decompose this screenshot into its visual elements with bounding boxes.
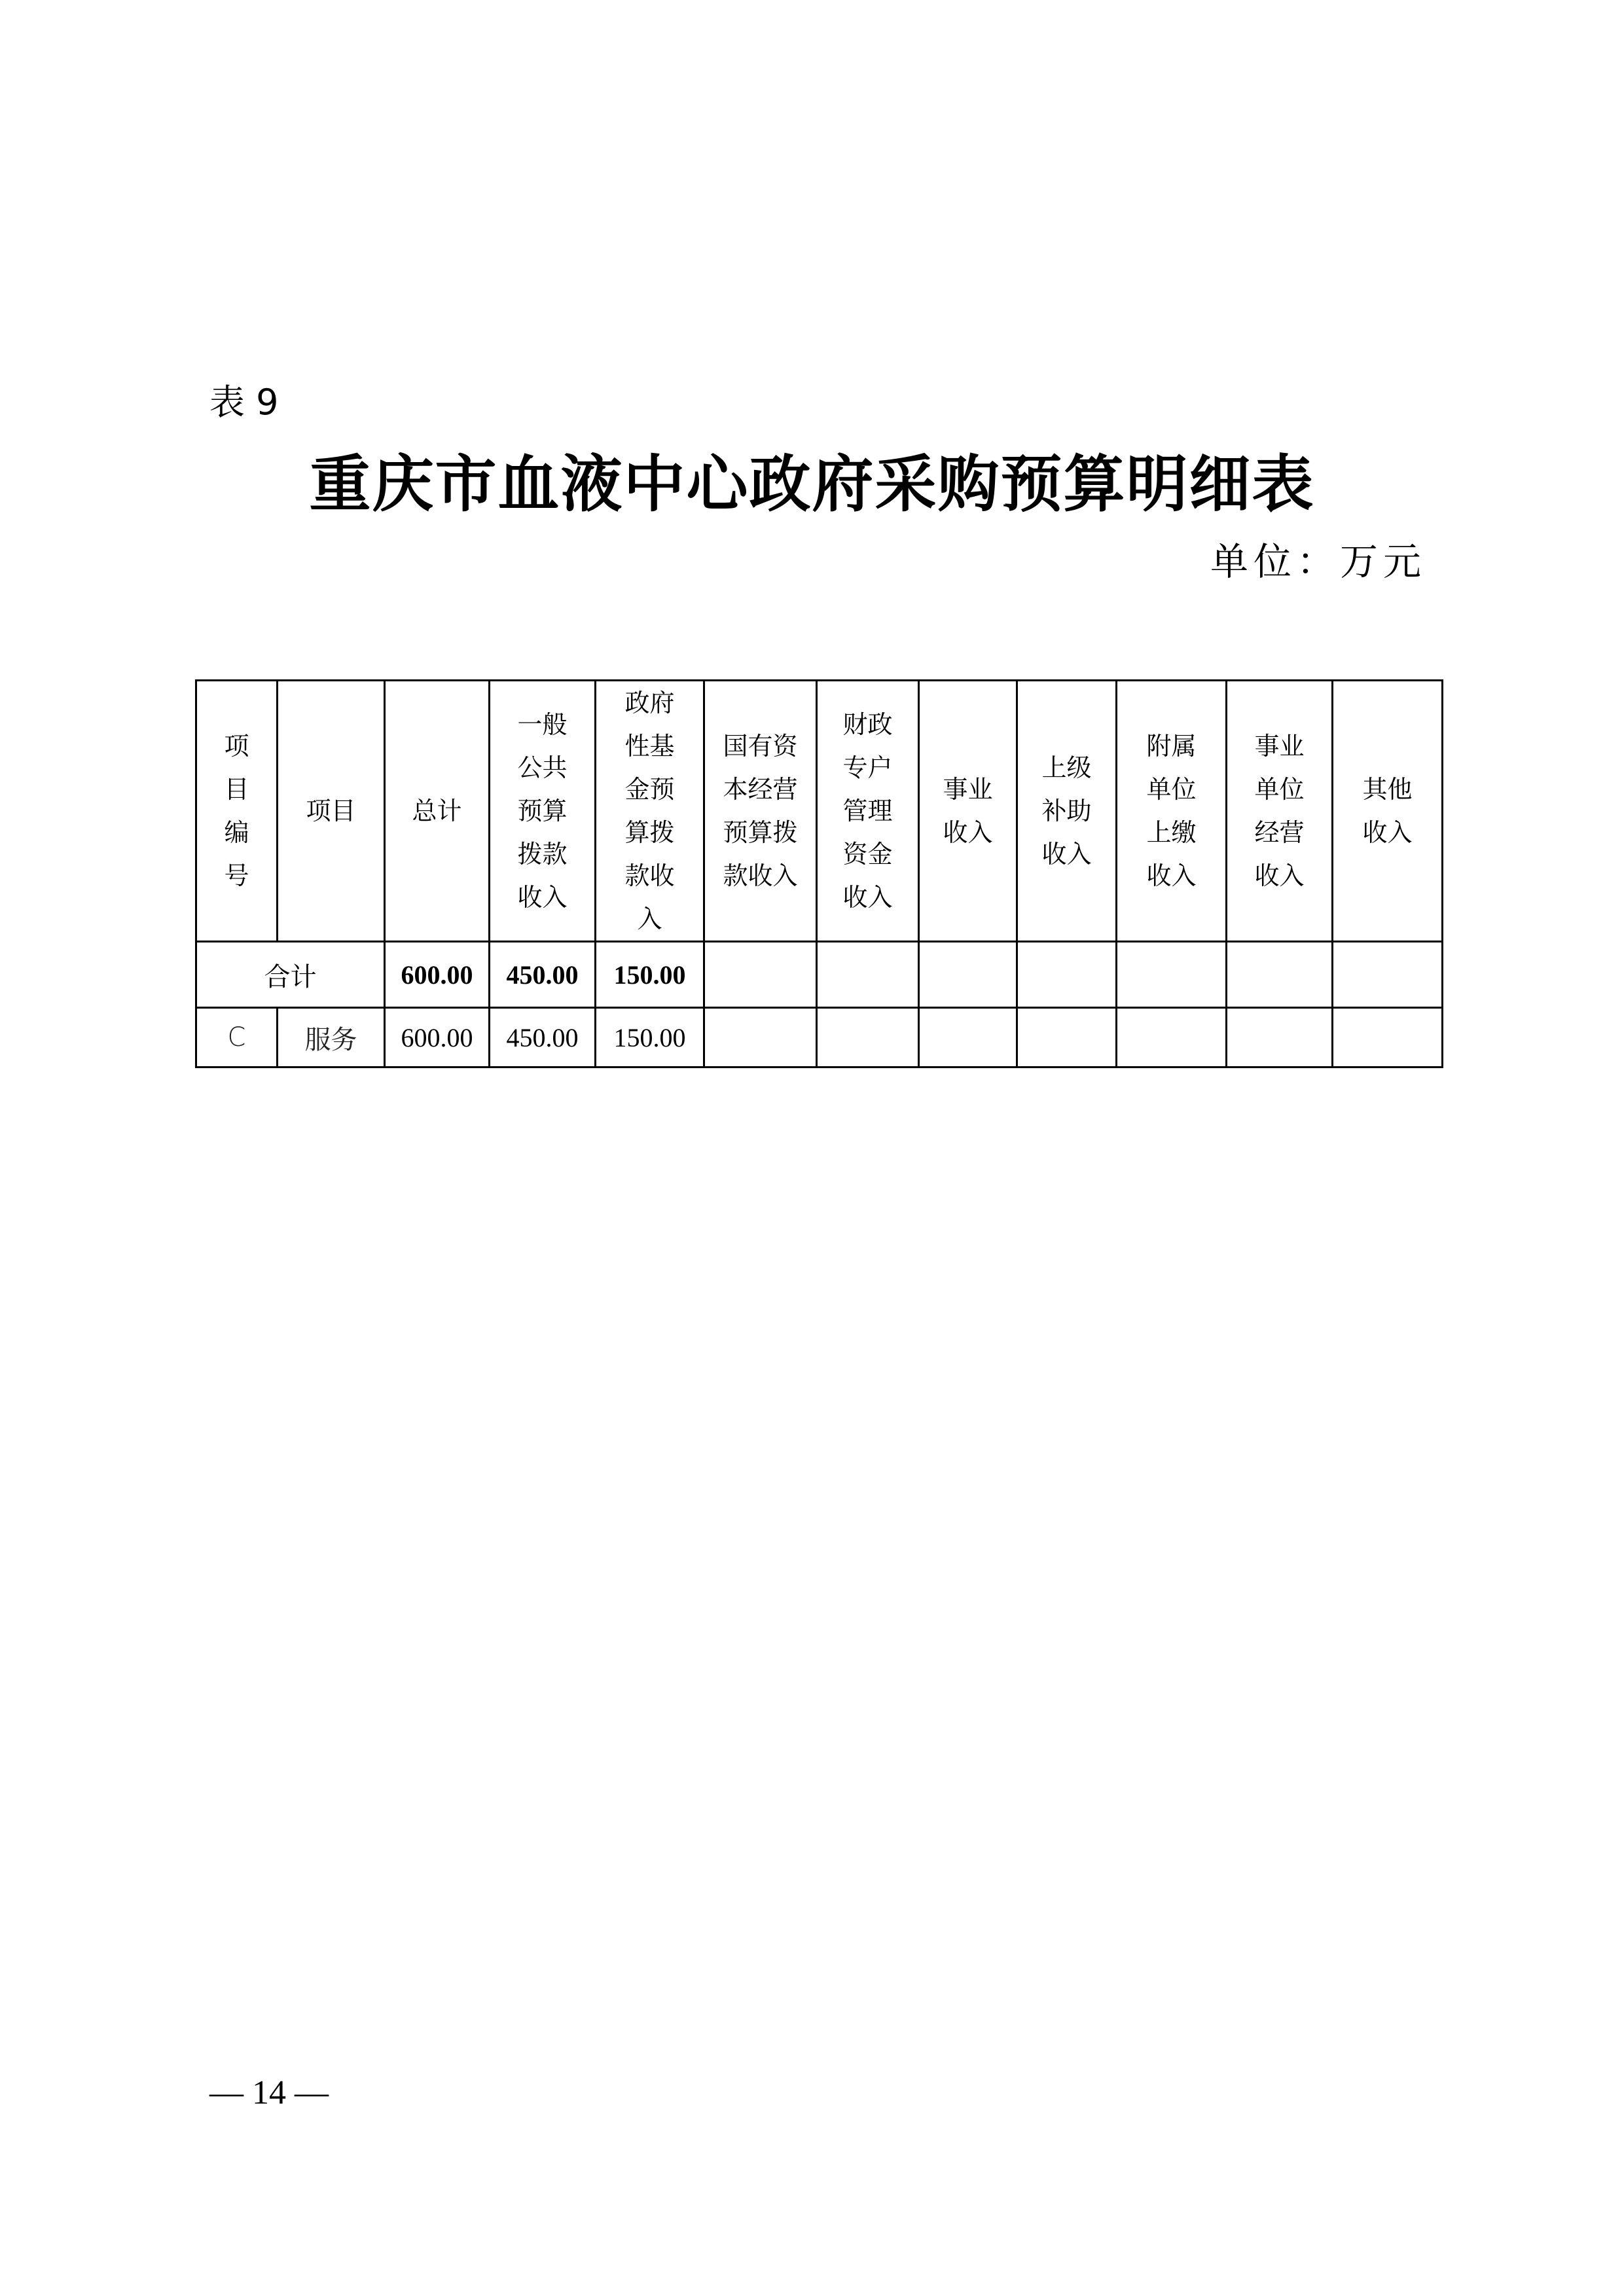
unit-label: 单位：万元	[1210, 539, 1426, 584]
col-header-gov-fund: 政府 性基 金预 算拨 款收 入	[596, 681, 704, 942]
col-header-superior-subsidy: 上级 补助 收入	[1017, 681, 1117, 942]
col-header-special-account: 财政 专户 管理 资金 收入	[817, 681, 919, 942]
total-cell-other-income	[1333, 942, 1443, 1008]
col-header-total: 总计	[385, 681, 490, 942]
table-row	[196, 1008, 1443, 1067]
total-cell-general-budget: 450.00	[490, 942, 596, 1008]
total-row	[196, 942, 1443, 1008]
total-label: 合计	[196, 942, 385, 1008]
col-header-business-income: 事业 收入	[919, 681, 1017, 942]
cell-total: 600.00	[385, 1008, 490, 1067]
cell-business-income	[919, 1008, 1017, 1067]
header-row	[196, 681, 1443, 942]
total-cell-state-capital	[704, 942, 817, 1008]
table-number: 表 9	[209, 382, 279, 423]
total-cell-gov-fund: 150.00	[596, 942, 704, 1008]
page-number: — 14 —	[209, 2074, 329, 2111]
page-title: 重庆市血液中心政府采购预算明细表	[309, 448, 1315, 520]
cell-other-income	[1333, 1008, 1443, 1067]
total-cell-total: 600.00	[385, 942, 490, 1008]
col-header-code-text: 项 目 编 号	[224, 732, 249, 890]
col-header-other-income: 其他 收入	[1333, 681, 1443, 942]
cell-item-name: 服务	[278, 1008, 385, 1067]
cell-state-capital	[704, 1008, 817, 1067]
total-cell-special-account	[817, 942, 919, 1008]
cell-affiliated-income	[1117, 1008, 1227, 1067]
col-header-item: 项目	[278, 681, 385, 942]
cell-special-account	[817, 1008, 919, 1067]
cell-superior-subsidy	[1017, 1008, 1117, 1067]
cell-general-budget: 450.00	[490, 1008, 596, 1067]
col-header-general-budget: 一般 公共 预算 拨款 收入	[490, 681, 596, 942]
cell-operating-income	[1227, 1008, 1333, 1067]
col-header-operating-income: 事业 单位 经营 收入	[1227, 681, 1333, 942]
total-cell-business-income	[919, 942, 1017, 1008]
procurement-budget-table	[195, 679, 1443, 1068]
cell-gov-fund: 150.00	[596, 1008, 704, 1067]
total-cell-superior-subsidy	[1017, 942, 1117, 1008]
cell-code: C	[196, 1008, 278, 1067]
total-cell-affiliated-income	[1117, 942, 1227, 1008]
col-header-state-capital: 国有资 本经营 预算拨 款收入	[704, 681, 817, 942]
col-header-affiliated-income: 附属 单位 上缴 收入	[1117, 681, 1227, 942]
col-header-code	[196, 681, 278, 942]
total-cell-operating-income	[1227, 942, 1333, 1008]
